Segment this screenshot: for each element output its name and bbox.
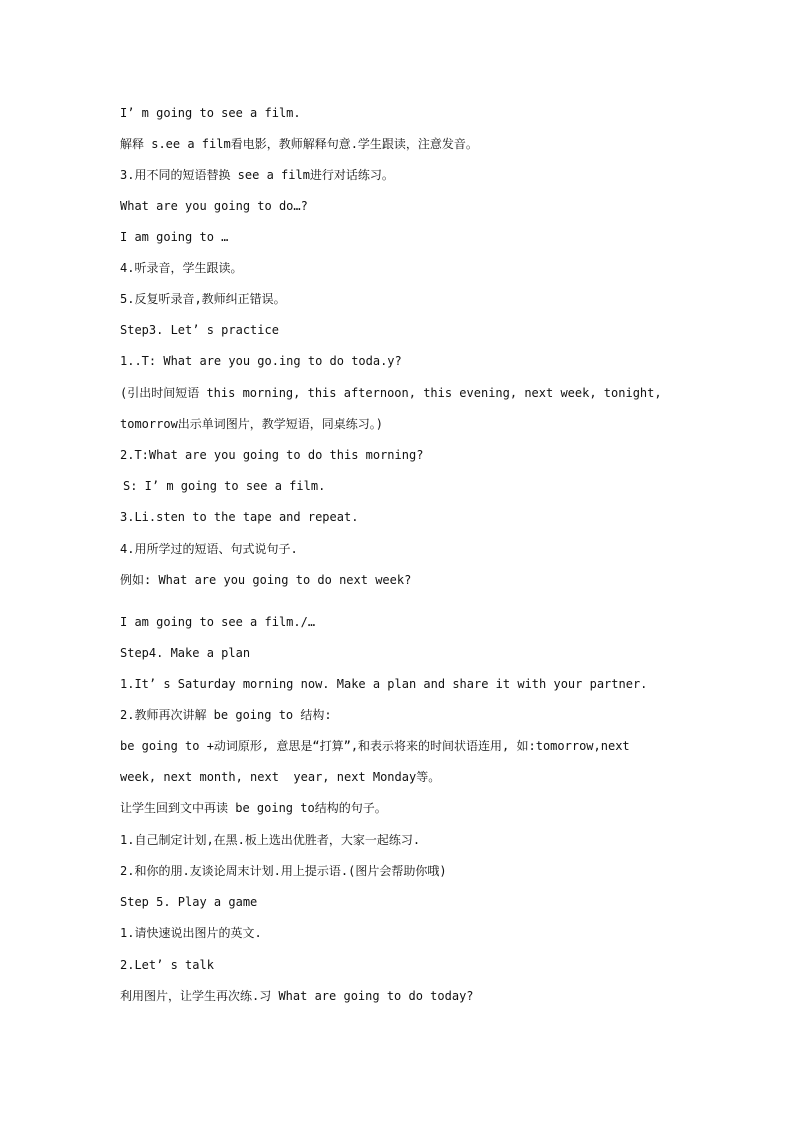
- text-line: 解释 s.ee a film看电影，教师解释句意.学生跟读，注意发音。: [120, 137, 478, 151]
- text-line: be going to +动词原形, 意思是“打算”,和表示将来的时间状语连用, 如:tomorrow,next: [120, 739, 630, 753]
- text-line: 让学生回到文中再读 be going to结构的句子。: [120, 801, 387, 815]
- text-line: (引出时间短语 this morning, this afternoon, this evening, next week, tonight,: [120, 386, 662, 400]
- text-line: 2.T:What are you going to do this morning?: [120, 448, 424, 462]
- text-line: 3.用不同的短语替换 see a film进行对话练习。: [120, 168, 394, 182]
- text-line: 1..T: What are you go.ing to do toda.y?: [120, 354, 402, 368]
- step-heading: Step3. Let’ s practice: [120, 323, 279, 337]
- step-heading: Step 5. Play a game: [120, 895, 258, 909]
- text-line: What are you going to do…?: [120, 199, 308, 213]
- text-line: 2.Let’ s talk: [120, 958, 214, 972]
- text-line: I am going to …: [120, 230, 229, 244]
- text-line: 1.It’ s Saturday morning now. Make a plan and share it with your partner.: [120, 677, 648, 691]
- text-line: I am going to see a film./…: [120, 615, 316, 629]
- text-line: 4.用所学过的短语、句式说句子.: [120, 542, 298, 556]
- text-line: S: I’ m going to see a film.: [123, 479, 326, 493]
- text-line: 1.请快速说出图片的英文.: [120, 926, 262, 940]
- text-line: week, next month, next year, next Monday等。: [120, 770, 441, 784]
- text-line: 3.Li.sten to the tape and repeat.: [120, 510, 359, 524]
- text-line: 1.自己制定计划,在黑.板上选出优胜者，大家一起练习.: [120, 833, 421, 847]
- text-line: 5.反复听录音,教师纠正错误。: [120, 292, 286, 306]
- text-line: 2.教师再次讲解 be going to 结构:: [120, 708, 332, 722]
- text-line: tomorrow出示单词图片，教学短语，同桌练习。): [120, 417, 384, 431]
- text-line: 例如: What are you going to do next week?: [120, 573, 412, 587]
- text-line: 利用图片，让学生再次练.习 What are going to do today?: [120, 989, 474, 1003]
- text-line: 4.听录音，学生跟读。: [120, 261, 243, 275]
- text-line: 2.和你的朋.友谈论周末计划.用上提示语.(图片会帮助你哦): [120, 864, 447, 878]
- text-line: I’ m going to see a film.: [120, 106, 301, 120]
- step-heading: Step4. Make a plan: [120, 646, 251, 660]
